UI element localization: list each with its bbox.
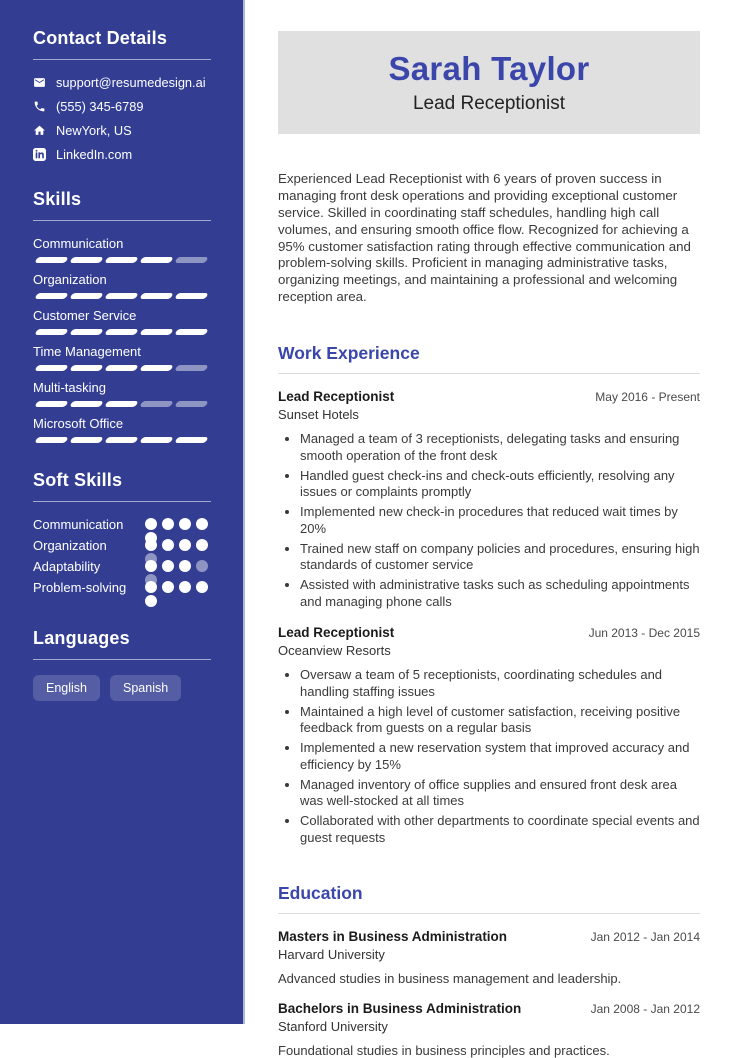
bar-segment-filled [139,329,173,335]
job-entry [278,625,700,846]
bar-segment-filled [34,329,68,335]
languages-section [33,628,211,701]
job-bullet: • Maintained a high level of customer satisfaction, receiving positive feedback from guests on a regular basis [300,704,700,737]
skill-item [33,308,211,335]
soft-skill-item [33,580,211,601]
education-degree: Masters in Business Administration [278,929,508,944]
bar-segment-filled [34,293,68,299]
job-header [278,625,700,640]
education-section [278,883,700,1058]
dot-filled [162,539,174,551]
phone-icon [33,100,46,113]
dot-filled [162,518,174,530]
contact-section [33,28,211,162]
skill-item [33,416,211,443]
bar-segment-filled [34,437,68,443]
education-description: Advanced studies in business management and leadership. [278,971,622,986]
job-header [278,389,700,404]
contact-email[interactable] [33,75,211,90]
education-dates: Jan 2012 - Jan 2014 [590,930,700,944]
bar-segment-filled [34,401,68,407]
dot-filled [162,560,174,572]
dot-filled [145,560,157,572]
soft-skill-dots [145,581,211,607]
languages-divider [33,659,211,660]
job-bullet: • Assisted with administrative tasks such as scheduling appointments and managing phone calls [300,577,700,610]
education-list [278,929,700,1058]
soft-skill-name: Adaptability [33,559,101,574]
job-bullets [278,667,700,846]
bar-segment-filled [69,401,103,407]
contact-location [33,123,211,138]
contact-title: Contact Details [33,28,168,48]
dot-filled [162,581,174,593]
education-entry [278,1001,700,1058]
job-bullet: • Managed inventory of office supplies and ensured front desk area was well-stocked at all times [300,777,700,810]
work-experience-section [278,343,700,846]
skill-name: Time Management [33,344,141,359]
skills-title: Skills [33,189,82,209]
education-entry [278,929,700,986]
job-company: Sunset Hotels [278,407,359,422]
skill-name: Customer Service [33,308,137,323]
job-bullet: • Oversaw a team of 5 receptionists, coordinating schedules and handling staffing issues [300,667,700,700]
language-badge: English [33,675,100,701]
person-name: Sarah Taylor [388,50,590,87]
work-experience-title: Work Experience [278,343,700,374]
language-badges [33,675,211,701]
bar-segment-empty [174,401,208,407]
soft-skill-item [33,538,211,559]
skill-bar [33,437,211,443]
skills-list [33,236,211,443]
job-bullet: • Collaborated with other departments to coordinate special events and guest requests [300,813,700,846]
language-badge: Spanish [110,675,181,701]
dot-filled [196,581,208,593]
job-bullet: • Handled guest check-ins and check-outs efficiently, resolving any issues or complaints promptly [300,468,700,501]
skill-bar [33,365,211,371]
bar-segment-empty [174,257,208,263]
contact-linkedin-text: LinkedIn.com [56,147,133,162]
education-title: Education [278,883,700,914]
skills-section [33,189,211,443]
skill-item [33,236,211,263]
skill-item [33,272,211,299]
soft-skills-section [33,470,211,601]
contact-phone[interactable] [33,99,211,114]
skill-bar [33,257,211,263]
contact-divider [33,59,211,60]
bar-segment-filled [174,329,208,335]
soft-skills-list [33,517,211,601]
dot-filled [179,581,191,593]
header-banner [278,31,700,134]
job-entry [278,389,700,610]
dot-filled [196,518,208,530]
skill-bar [33,329,211,335]
job-bullet: • Trained new staff on company policies and procedures, ensuring high standards of customer service [300,541,700,574]
skill-bar [33,401,211,407]
skill-item [33,380,211,407]
dot-filled [196,539,208,551]
skills-divider [33,220,211,221]
dot-filled [145,581,157,593]
dot-filled [179,518,191,530]
bar-segment-filled [69,329,103,335]
bar-segment-filled [69,293,103,299]
jobs-list [278,389,700,846]
education-description: Foundational studies in business principles and practices. [278,1043,610,1058]
dot-filled [145,518,157,530]
bar-segment-filled [104,437,138,443]
education-header [278,929,700,944]
contact-location-text: NewYork, US [56,123,132,138]
skill-item [33,344,211,371]
job-bullet: • Implemented new check-in procedures that reduced wait times by 20% [300,504,700,537]
bar-segment-filled [139,437,173,443]
education-degree: Bachelors in Business Administration [278,1001,522,1016]
contact-linkedin[interactable] [33,147,211,162]
bar-segment-filled [104,401,138,407]
linkedin-icon [33,148,46,161]
languages-title: Languages [33,628,130,648]
dot-filled [179,539,191,551]
main-content [245,0,730,1058]
bar-segment-filled [104,329,138,335]
person-job-title: Lead Receptionist [412,93,566,114]
contact-phone-text: (555) 345-6789 [56,99,144,114]
dot-filled [145,595,157,607]
bar-segment-filled [174,437,208,443]
sidebar [0,0,245,1024]
dot-filled [179,560,191,572]
skill-name: Organization [33,272,107,287]
education-header [278,1001,700,1016]
soft-skills-title: Soft Skills [33,470,123,490]
bar-segment-filled [104,365,138,371]
bar-segment-filled [69,365,103,371]
bar-segment-empty [139,401,173,407]
soft-skill-name: Problem-solving [33,580,127,595]
skill-name: Microsoft Office [33,416,124,431]
skill-name: Communication [33,236,124,251]
mail-icon [33,76,46,89]
job-bullet: • Managed a team of 3 receptionists, delegating tasks and ensuring smooth operation of the front desk [300,431,700,464]
job-dates: Jun 2013 - Dec 2015 [588,626,700,640]
bar-segment-filled [139,293,173,299]
summary-text: Experienced Lead Receptionist with 6 years of proven success in managing front desk operations and providing exceptional customer service. Skilled in coordinating staff schedules, handling high call volumes, and ensuring smooth office flow. Recognized for achieving a 95% customer satisfaction rating through effective communication and problem-solving skills. Proficient in managing administrative tasks, organizing meetings, and maintaining a professional and welcoming reception area. [278,171,691,305]
bar-segment-filled [69,437,103,443]
skill-bar [33,293,211,299]
bar-segment-empty [174,365,208,371]
dot-empty [196,560,208,572]
soft-skill-item [33,517,211,538]
soft-skill-item [33,559,211,580]
dot-filled [145,539,157,551]
job-company: Oceanview Resorts [278,643,391,658]
job-bullets [278,431,700,610]
job-role: Lead Receptionist [278,389,395,404]
bar-segment-filled [139,257,173,263]
job-dates: May 2016 - Present [595,390,700,404]
bar-segment-filled [104,293,138,299]
education-school: Harvard University [278,947,385,962]
job-bullet: • Implemented a new reservation system that improved accuracy and efficiency by 15% [300,740,700,773]
skill-name: Multi-tasking [33,380,106,395]
job-role: Lead Receptionist [278,625,395,640]
soft-skill-name: Communication [33,517,124,532]
bar-segment-filled [34,257,68,263]
bar-segment-filled [34,365,68,371]
bar-segment-filled [139,365,173,371]
bar-segment-filled [174,293,208,299]
bar-segment-filled [104,257,138,263]
home-icon [33,124,46,137]
education-school: Stanford University [278,1019,388,1034]
soft-skill-name: Organization [33,538,107,553]
education-dates: Jan 2008 - Jan 2012 [590,1002,700,1016]
soft-skills-divider [33,501,211,502]
bar-segment-filled [69,257,103,263]
contact-email-text: support@resumedesign.ai [56,75,206,90]
